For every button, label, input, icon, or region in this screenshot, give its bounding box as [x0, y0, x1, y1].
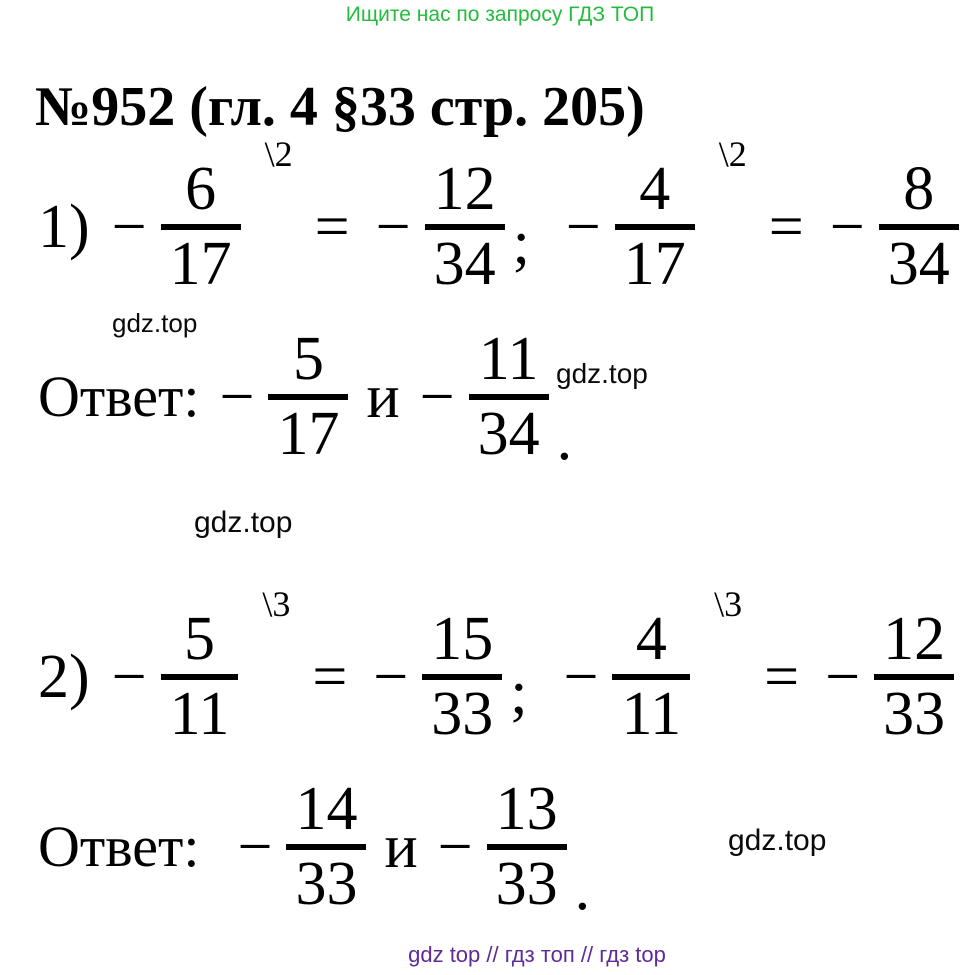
multiply-annotation: \2 [718, 134, 747, 174]
denominator: 33 [431, 680, 494, 749]
watermark-gdz-top: gdz.top [112, 308, 198, 338]
denominator: 33 [295, 850, 358, 919]
minus-sign: − [563, 643, 599, 712]
fraction-5-11 [161, 584, 291, 749]
answer-line-2 [38, 775, 591, 924]
fraction-5-17 [268, 325, 348, 469]
minus-sign: − [419, 363, 455, 432]
conjunction: и [384, 813, 418, 882]
numerator: 12 [433, 155, 496, 223]
numerator: 13 [495, 775, 558, 843]
minus-sign: − [373, 643, 409, 712]
denominator: 34 [887, 230, 950, 299]
minus-sign: − [375, 193, 411, 262]
equation-line-2 [38, 584, 960, 749]
fraction-14-33 [286, 775, 366, 919]
denominator: 11 [621, 680, 682, 749]
fraction-11-34 [469, 325, 549, 469]
minus-sign: − [219, 363, 255, 432]
numerator: 12 [883, 605, 946, 673]
answer-label: Ответ: [38, 364, 200, 430]
minus-sign: − [829, 193, 865, 262]
minus-sign: − [437, 813, 473, 882]
conjunction: и [366, 363, 400, 432]
equals-sign: = [768, 193, 804, 262]
denominator: 34 [433, 230, 496, 299]
semicolon: ; [510, 659, 528, 728]
fraction-15-33 [422, 605, 502, 749]
fraction-12-34 [425, 155, 505, 299]
numerator: 14 [295, 775, 358, 843]
footer-keywords: gdz top // гдз топ // гдз top [408, 942, 666, 967]
promo-banner-text: Ищите нас по запросу ГДЗ ТОП [345, 3, 655, 26]
denominator: 17 [623, 230, 686, 299]
watermark-gdz-top: gdz.top [556, 358, 648, 389]
numerator: 11 [478, 325, 539, 393]
fraction-12-33 [874, 605, 954, 749]
denominator: 34 [477, 400, 540, 469]
multiply-annotation: \3 [262, 584, 291, 624]
multiply-annotation: \3 [714, 584, 743, 624]
period: . [556, 405, 573, 474]
minus-sign: − [111, 643, 147, 712]
numerator: 4 [639, 155, 671, 223]
minus-sign: − [825, 643, 861, 712]
answer-label: Ответ: [38, 814, 200, 880]
watermark-gdz-top: gdz.top [194, 506, 293, 539]
numerator: 8 [903, 155, 935, 223]
fraction-13-33 [487, 775, 567, 919]
equation-line-1 [38, 134, 964, 299]
numerator: 15 [431, 605, 494, 673]
denominator: 33 [495, 850, 558, 919]
answer-line-1 [38, 325, 573, 474]
period: . [574, 855, 591, 924]
denominator: 17 [277, 400, 340, 469]
fraction-4-17 [615, 134, 747, 299]
problem-title: №952 (гл. 4 §33 стр. 205) [35, 75, 645, 138]
numerator: 6 [185, 155, 217, 223]
numerator: 5 [183, 605, 215, 673]
equals-sign: = [314, 193, 350, 262]
item-number-label: 2) [38, 643, 90, 712]
fraction-8-34 [879, 155, 959, 299]
numerator: 4 [635, 605, 667, 673]
equals-sign: = [312, 643, 348, 712]
denominator: 33 [883, 680, 946, 749]
equals-sign: = [764, 643, 800, 712]
numerator: 5 [292, 325, 324, 393]
minus-sign: − [565, 193, 601, 262]
fraction-4-11 [612, 584, 743, 749]
minus-sign: − [237, 813, 273, 882]
denominator: 17 [169, 230, 232, 299]
watermark-gdz-top: gdz.top [728, 824, 827, 857]
denominator: 11 [169, 680, 230, 749]
semicolon: ; [512, 209, 530, 278]
item-number-label: 1) [38, 193, 90, 262]
fraction-6-17 [161, 134, 293, 299]
minus-sign: − [111, 193, 147, 262]
multiply-annotation: \2 [264, 134, 293, 174]
